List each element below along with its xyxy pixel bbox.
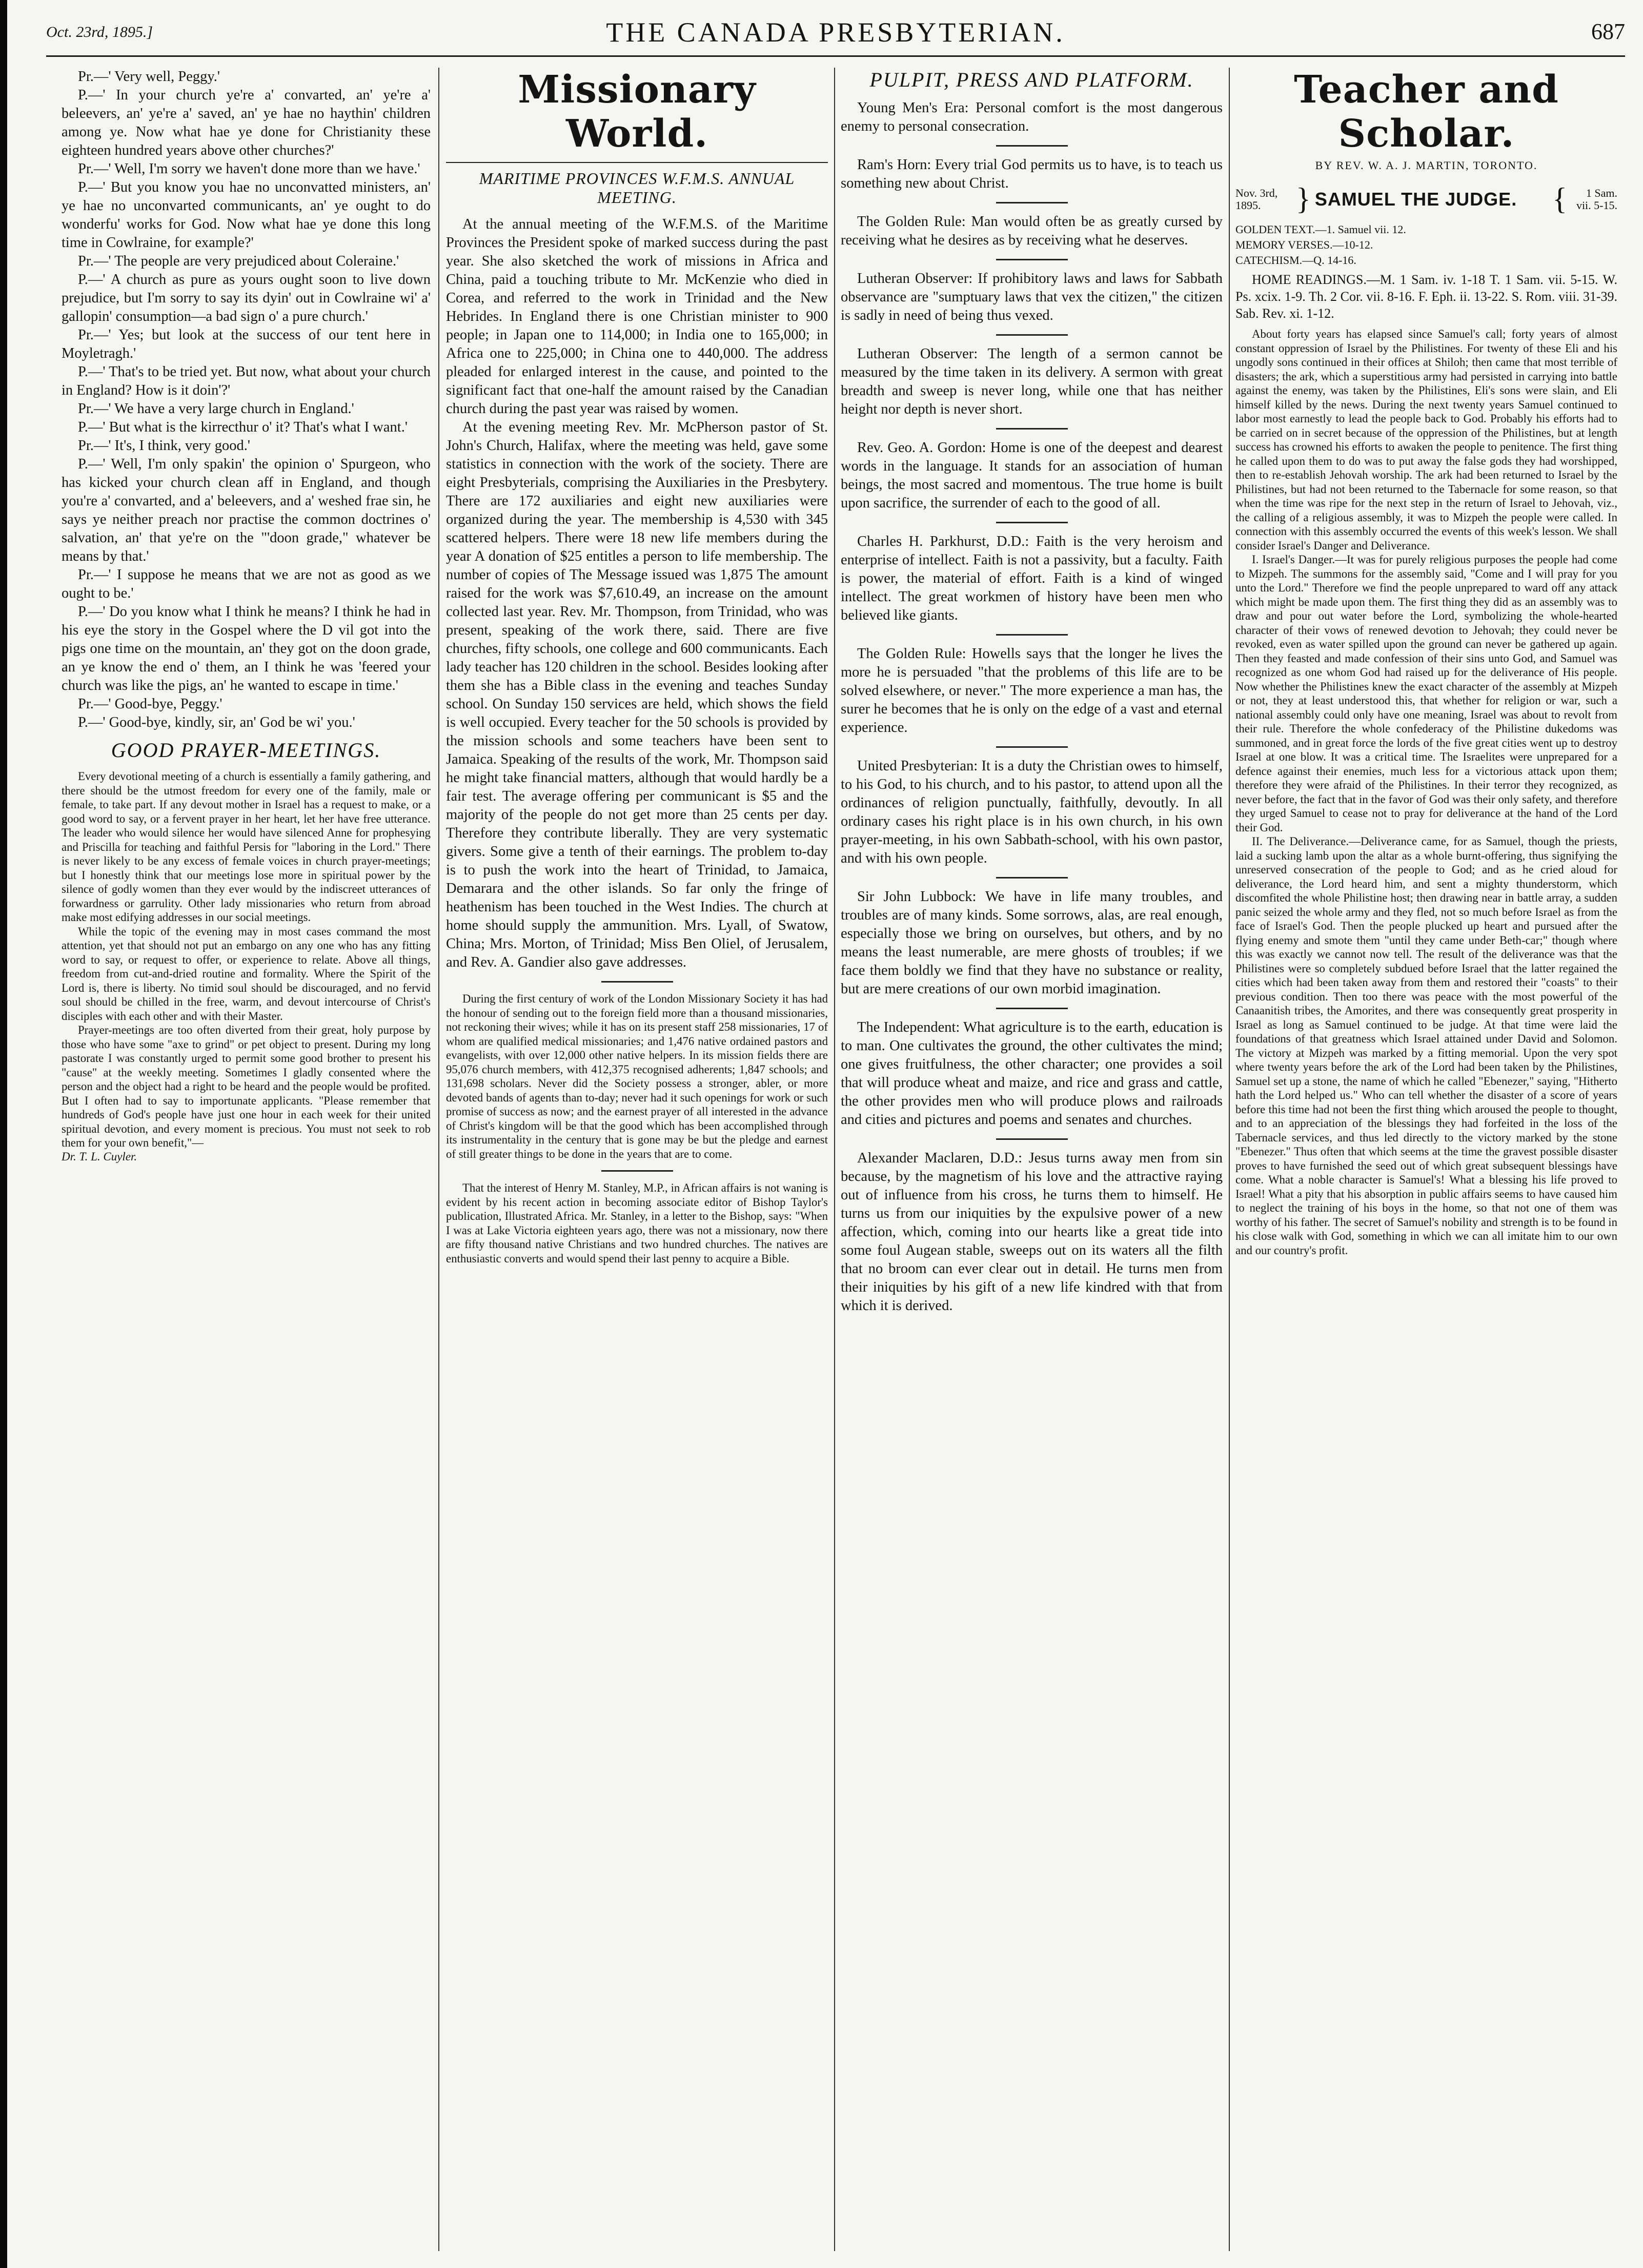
quote: Lutheran Observer: If prohibitory laws and laws for Sabbath observance are "sumptuary laws that vex the citizen," the citizen is sadly in need of being thus vexed.	[841, 271, 1223, 323]
quote-divider	[996, 202, 1068, 203]
column-pulpit-press	[841, 68, 1223, 2256]
paragraph: That the interest of Henry M. Stanley, M.P., in African affairs is not waning is evident by his recent action in becoming associate editor of Bishop Taylor's publication, Illustrated Africa. Mr. Stanley, in a letter to the Bishop, says: "When I was at Lake Victoria eighteen years ago, there was not a missionary, now there are fifty thousand native Christians and two hundred churches. The natives are enthusiastic converts and would spend their last penny to acquire a Bible.	[446, 1181, 828, 1265]
quote: Charles H. Parkhurst, D.D.: Faith is the very heroism and enterprise of intellect. Faith is not a passivity, but a faculty. Faith is power, the material of effort. Faith is a kind of winged intellect. The great workmen of history have been men who believed like giants.	[841, 534, 1223, 623]
quote: The Golden Rule: Man would often be as greatly cursed by receiving what he desires as by receiving what he deserves.	[841, 214, 1223, 248]
lesson-title: SAMUEL THE JUDGE.	[1314, 188, 1517, 210]
teacher-scholar-masthead: Teacher and Scholar.	[1294, 68, 1559, 156]
quote: Young Men's Era: Personal comfort is the most dangerous enemy to personal consecration.	[841, 100, 1223, 134]
dialogue-section	[62, 68, 431, 732]
paragraph: About forty years has elapsed since Samuel's call; forty years of almost constant oppression of Israel by the Philistines. For twenty of these Eli and his ungodly sons continued in their offices at Shiloh; then came that most terrible of disasters; the ark, which a superstitious army had persisted in carrying into battle against the enemy, was taken by the Philistines, Eli's sons were slain, and Eli himself killed by the news. During the next twenty years Samuel continued to labor most earnestly to lead the people back to God. Probably his efforts had to be carried on in secret because of the oppression of the Philistines, but at length success has crowned his efforts to awaken the people to penitence. The first thing he called upon them to do was to put away the false gods they had worshipped, then to re-establish Jehovah worship. The ark had been returned to Israel by the Philistines, but had not been returned to the Tabernacle for some reason, so that when the time was ripe for the next step in the return of Israel to Jehovah, viz., the calling of a religious assembly, it was to Mizpeh the people were called. In connection with this assembly occurred the events of this week's lesson. We shall consider Israel's Danger and Deliverance.	[1235, 328, 1617, 552]
dialogue-line: Pr.—' Very well, Peggy.'	[78, 69, 220, 85]
brace-glyph: }	[1296, 182, 1311, 216]
dialogue-line: P.—' Do you know what I think he means? I think he had in his eye the story in the Gospel where the D vil got into the pigs one time on the mountain, an' they got on the doon grade, an ye know the end o' them, an I think he was 'feered your church was like the pigs, an' he wanted to escape in time.'	[62, 604, 431, 693]
wfms-article	[446, 215, 828, 972]
quote: Lutheran Observer: The length of a sermon cannot be measured by the time taken in its delivery. A sermon with great breadth and sweep is never long, while one that has neither height nor depth is never short.	[841, 346, 1223, 417]
quote-divider	[996, 634, 1068, 636]
quote: Alexander Maclaren, D.D.: Jesus turns away men from sin because, by the magnetism of his love and the attractive raying out of influence from his cross, he turns them to himself. He turns us from our iniquities by the expulsive power of a new affection, which, coming into our hearts like a great tide into some foul Augean stable, sweeps out on its waters all the filth that no broom can ever clear out in detail. He turns men from their iniquities by his gift of a new life kindred with that from which it is derived.	[841, 1150, 1223, 1314]
column-dialogue	[62, 68, 431, 2256]
quote: The Golden Rule: Howells says that the longer he lives the more he is persuaded "that the problems of this life are to be solved elsewhere, or never." The more experience a man has, the surer he becomes that he is only on the edge of a vast and eternal experience.	[841, 646, 1223, 735]
quote-divider	[996, 334, 1068, 336]
brace-glyph: {	[1552, 182, 1567, 216]
prayer-meetings-heading: GOOD PRAYER-MEETINGS.	[111, 739, 381, 762]
quote-divider	[996, 746, 1068, 748]
column-divider	[834, 68, 835, 2251]
dialogue-line: Pr.—' Good-bye, Peggy.'	[78, 696, 222, 712]
column-missionary-world	[446, 68, 828, 2256]
dialogue-line: P.—' A church as pure as yours ought soon to live down prejudice, but I'm sorry to say its dyin' out in Cowlraine wi' a' gallopin' consumption—a bad sign o' a pure church.'	[62, 272, 431, 324]
dialogue-line: Pr.—' I suppose he means that we are not as good as we ought to be.'	[62, 567, 431, 601]
dialogue-line: P.—' Well, I'm only spakin' the opinion o' Spurgeon, who has kicked your church clean aff in England, and though you're a' convarted, and a' beleevers, and a' weshed frae sin, he says ye neither preach nor practise the common doctrines o' salvation, an' that ye're on the "'doon grade," whatever be means by that.'	[62, 456, 431, 564]
quote-divider	[996, 428, 1068, 430]
author-byline: BY REV. W. A. J. MARTIN, TORONTO.	[1315, 159, 1538, 172]
paragraph: At the evening meeting Rev. Mr. McPherson pastor of St. John's Church, Halifax, where the meeting was held, gave some statistics in connection with the work of the society. There are eight Presbyterials, comprising the Auxiliaries in the Presbytery. There are 172 auxiliaries and eight new auxiliaries were organized during the year. The membership is 4,530 with 345 scattered helpers. There were 18 new life members during the year A donation of $25 entitles a person to life membership. The number of copies of The Message issued was 1,875 The amount raised for the work was $7,610.49, an increase on the amount collected last year. Rev. Mr. Thompson, from Trinidad, who was present, speaking of the work there, said. There are five churches, fifty schools, one college and 600 communicants. Each lady teacher has 120 children in the school. Besides looking after them she has a Bible class in the evening and teaches Sunday school. On Sunday 150 services are held, which shows the field is well occupied. Every teacher for the 50 schools is provided by the mission schools and some teachers have been sent to Jamaica. Speaking of the results of the work, Mr. Thompson said he might take financial matters, although that would hardly be a fair test. The average offering per communicant is $5 and the majority of the people do not get more than 25 cents per day. Therefore they contribute liberally. They are very systematic givers. Some give a tenth of their earnings. The problem to-day is to push the work into the heart of Trinidad, to Jamaica, Demarara and the other islands. So far only the fringe of heathenism has been touched in the West Indies. The church at home should supply the ammunition. Mrs. Lyall, of Swatow, China; Mrs. Morton, of Trinidad; Miss Ben Oliel, of Jerusalem, and Rev. A. Gandier also gave addresses.	[446, 419, 828, 970]
quotes-list	[841, 99, 1223, 1315]
lesson-date: Nov. 3rd, 1895.	[1235, 186, 1278, 212]
quote-divider	[996, 259, 1068, 260]
dialogue-line: Pr.—' Yes; but look at the success of our tent here in Moyletragh.'	[62, 327, 431, 361]
dialogue-line: Pr.—' It's, I think, very good.'	[78, 438, 251, 454]
quote: The Independent: What agriculture is to the earth, education is to man. One cultivates the ground, the other cultivates the mind; one gives fruitfulness, the other character; one provides a soil that will produce wheat and maize, and rice and grass and cattle, the other provides men who will produce plows and railroads and cities and pictures and poems and senates and churches.	[841, 1019, 1223, 1128]
missionary-notes	[446, 992, 828, 1265]
paragraph: Prayer-meetings are too often diverted from their great, holy purpose by those who have some "axe to grind" or pet object to present. During my long pastorate I was constantly urged to permit some good brother to present his "cause" at the weekly meeting. Sometimes I gladly consented where the person and the object had a right to be heard and the people would be profited. But I often had to say to importunate applicants. "Please remember that hundreds of God's people have just one hour in each week for their united spiritual devotion, and every moment is precious. You must not seek to rob them for your own benefit,"—	[62, 1024, 431, 1149]
column-divider	[438, 68, 439, 2251]
quote-divider	[996, 1008, 1068, 1009]
dialogue-line: Pr.—' Well, I'm sorry we haven't done more than we have.'	[78, 161, 420, 177]
quote-divider	[996, 877, 1068, 878]
masthead-rule	[446, 162, 828, 163]
dialogue-line: P.—' In your church ye're a' convarted, an' ye're a' beleevers, an' ye're a' saved, an' ye hae no haythin' children among ye. Now what hae ye done for Christianity these eighteen hundred years above other churches?'	[62, 87, 431, 158]
lesson-header	[1235, 181, 1617, 217]
paragraph: I. Israel's Danger.—It was for purely religious purposes the people had come to Mizpeh. The summons for the assembly said, "Come and I will pray for you unto the Lord." Therefore we find the people unprepared to ward off any attack which might be made upon them. The first thing they did as an assembly was to draw and pour out water before the Lord, symbolizing the whole-hearted character of their vows of renewed devotion to Jehovah; they could never be revoked, even as water spilled upon the ground can never be gathered up again. Then they feasted and made confession of their sins unto God, and Samuel was recognized as one whom God had raised up for the deliverance of His people. Now whether the Philistines knew the exact character of the assembly at Mizpeh or not, they at least understood this, that whether for religion or war, such a national assembly could only have one meaning, Israel was about to revolt from their rule. Therefore the whole confederacy of the Philistine dukedoms was summoned, and in great force the lords of the five great cities went up to destroy Israel at one blow. It was a critical time. The Israelites were unprepared for a defence against their enemies, much less for a victorious attack upon them; therefore they were afraid of the Philistines. In their terror they recognized, as never before, the fact that in the favor of God was their only safety, and therefore they urged Samuel to cease not to pray for deliverance at the hand of the Lord their God.	[1235, 553, 1617, 834]
quote-divider	[996, 522, 1068, 523]
quote: Ram's Horn: Every trial God permits us to have, is to teach us something new about Christ.	[841, 157, 1223, 191]
missionary-world-masthead: Missionary World.	[518, 68, 756, 156]
lesson-commentary	[1235, 327, 1617, 1257]
page-header	[46, 14, 1625, 50]
section-rule	[601, 981, 673, 983]
dialogue-line: P.—' Good-bye, kindly, sir, an' God be wi' you.'	[78, 714, 355, 730]
page-number: 687	[1591, 19, 1625, 44]
dialogue-line: P.—' But what is the kirrecthur o' it? That's what I want.'	[78, 419, 408, 435]
wfms-subheading: MARITIME PROVINCES W.F.M.S. ANNUAL MEETING.	[479, 169, 795, 207]
header-rule	[46, 55, 1625, 57]
page-edge	[0, 0, 7, 2268]
quote-divider	[996, 1138, 1068, 1140]
quote-divider	[601, 1170, 673, 1172]
paragraph: Every devotional meeting of a church is essentially a family gathering, and there should be the utmost freedom for every one of the family, male or female, to take part. If any devout mother in Israel has a request to make, or a good word to say, or a fervent prayer in her heart, let her have free utterance. The leader who would silence her would have silenced Anne for prophesying and Priscilla for teaching and faithful Persis for "laboring in the Lord." There is never likely to be any excess of female voices in church prayer-meetings; but I honestly think that our meetings lose more in spiritual power by the silence of godly women than they ever would by the indiscreet utterances of forwardness or garrulity. Other lady missionaries who return from abroad make most edifying addresses in our social meetings.	[62, 770, 431, 924]
prayer-signature: Dr. T. L. Cuyler.	[62, 1150, 137, 1163]
dialogue-line: P.—' But you know you hae no unconvatted ministers, an' ye hae no unconvarted communicants, an' ye ought to do wonderfu' works for God. Now what hae ye done this long time in Cowlraine, for example?'	[62, 179, 431, 251]
home-readings: HOME READINGS.—M. 1 Sam. iv. 1-18 T. 1 Sam. vii. 5-15. W. Ps. xcix. 1-9. Th. 2 Cor. vii. 8-16. F. Eph. ii. 13-22. S. Rom. viii. 31-39. Sab. Rev. xi. 1-12.	[1235, 272, 1617, 321]
paragraph: At the annual meeting of the W.F.M.S. of the Maritime Provinces the President spoke of marked success during the past year. She also sketched the work of missions in Africa and China, paid a touching tribute to Mr. McKenzie who died in Corea, and referred to the work in Trinidad and the New Hebrides. In England there is one Christian minister to 900 people; in Japan one to 114,000; in India one to 165,000; in Africa one to 225,000; in China one to 440,000. The address pleaded for enlarged interest in the cause, and pointed to the significant fact that one-half the amount raised by the Canadian church during the past year was raised by women.	[446, 216, 828, 417]
paragraph: II. The Deliverance.—Deliverance came, for as Samuel, though the priests, laid a sucking lamb upon the altar as a whole burnt-offering, thus signifying the unreserved consecration of the people to God; and as he cried aloud for deliverance, the Lord heard him, and sent a mighty thunderstorm, which discomfited the whole Philistine host; then drawing near in battle array, a sudden panic seized the whole army and they fled, not so much before Israel as from the face of Israel's God. Then the people plucked up heart and pursued after the flying enemy and smote them "until they came under Beth-car;" though where this was exactly we cannot now tell. The result of the deliverance was that the Philistines were so completely subdued before Israel that the latter regained the cities which had been taken away from them and restored their "coasts" to their previous condition. Then too there was peace with the most powerful of the Canaanitish tribes, the Amorites, and there was consequently great prosperity in Israel as long as Samuel continued to be judge. At that time were laid the foundations of that greatness which Israel attained under David and Solomon. The victory at Mizpeh was marked by a fitting memorial. Upon the very spot where twenty years before the ark of the Lord had been taken by the Philistines, Samuel set up a stone, the name of which he called "Ebenezer," saying, "Hitherto hath the Lord helped us." Who can tell whether the disaster of a score of years before this time had not been the first thing which aroused the people to thought, and to an appreciation of the blessings they had forfeited in the loss of the Tabernacle services, and thus led directly to the victory marked by the stone "Ebenezer." Thus often that which seems at the time the gravest possible disaster proves to have furnished the seed out of which great subsequent blessings have come. What a noble character is Samuel's! What a blessing his life proved to Israel! What a pity that his absorption in public affairs seems to have caused him to neglect the training of his boys in the home, so that not one of them was worthy of his father. The secret of Samuel's nobility and strength is to be found in his close walk with God, something in which we can all imitate him to our own and our country's profit.	[1235, 835, 1617, 1257]
quote: Sir John Lubbock: We have in life many troubles, and troubles are of many kinds. Some sorrows, alas, are real enough, especially those we bring on ourselves, but others, and by no means the least numerable, are mere ghosts of troubles; if we face them boldly we find that they have no substance or reality, but are mere creations of our own morbid imagination.	[841, 889, 1223, 997]
golden-text: GOLDEN TEXT.—1. Samuel vii. 12.	[1235, 223, 1406, 236]
publication-title: THE CANADA PRESBYTERIAN.	[606, 17, 1065, 48]
quote-divider	[996, 145, 1068, 147]
memory-verses: MEMORY VERSES.—10-12.	[1235, 238, 1373, 251]
pulpit-press-heading: PULPIT, PRESS AND PLATFORM.	[869, 68, 1194, 91]
lesson-reference: 1 Sam. vii. 5-15.	[1576, 186, 1617, 212]
quote: United Presbyterian: It is a duty the Christian owes to himself, to his God, to his church, and to his pastor, to attend upon all the ordinances of religion punctually, faithfully, devoutly. In all ordinary cases his right place is in his own church, in his own prayer-meeting, in his own Sabbath-school, with his own pastor, and with his own people.	[841, 758, 1223, 866]
column-divider	[1229, 68, 1230, 2251]
paragraph: While the topic of the evening may in most cases command the most attention, yet that should not put an embargo on any one who has any fitting word to say, or request to offer, or experience to relate. Above all things, freedom from cut-and-dried routine and formality. Where the Spirit of the Lord is, there is liberty. No timid soul should be discouraged, and no fervid soul should be chilled in the free, warm, and devout intercourse of Christ's disciples with each other and with their Master.	[62, 925, 431, 1023]
quote: Rev. Geo. A. Gordon: Home is one of the deepest and dearest words in the language. It stands for an association of human beings, the most sacred and momentous. The true home is built upon sacrifice, the surrender of each to the good of all.	[841, 440, 1223, 511]
column-teacher-scholar	[1235, 68, 1617, 2256]
issue-date: Oct. 23rd, 1895.]	[46, 24, 153, 40]
catechism: CATECHISM.—Q. 14-16.	[1235, 254, 1356, 267]
dialogue-line: Pr.—' We have a very large church in England.'	[78, 401, 354, 417]
prayer-meetings-article	[62, 769, 431, 1150]
dialogue-line: Pr.—' The people are very prejudiced about Coleraine.'	[78, 253, 399, 269]
dialogue-line: P.—' That's to be tried yet. But now, what about your church in England? How is it doin'?'	[62, 364, 431, 398]
paragraph: During the first century of work of the London Missionary Society it has had the honour of sending out to the foreign field more than a thousand missionaries, not reckoning their wives; while it has on its present staff 258 missionaries, 17 of whom are qualified medical missionaries; and 1,476 native ordained pastors and evangelists, with over 12,000 other native helpers. In its mission fields there are 95,076 church members, with 412,375 recognised adherents; 1,847 schools; and 131,698 scholars. Never did the Society possess a stronger, abler, or more devoted bands of agents than to-day; never had it such openings for work or such promise of success as now; and the earnest prayer of all interested in the advance of Christ's kingdom will be that the good which has been accomplished through its instrumentality in the century that is gone may be but the pledge and earnest of still greater things to be done in the years that are to come.	[446, 992, 828, 1160]
